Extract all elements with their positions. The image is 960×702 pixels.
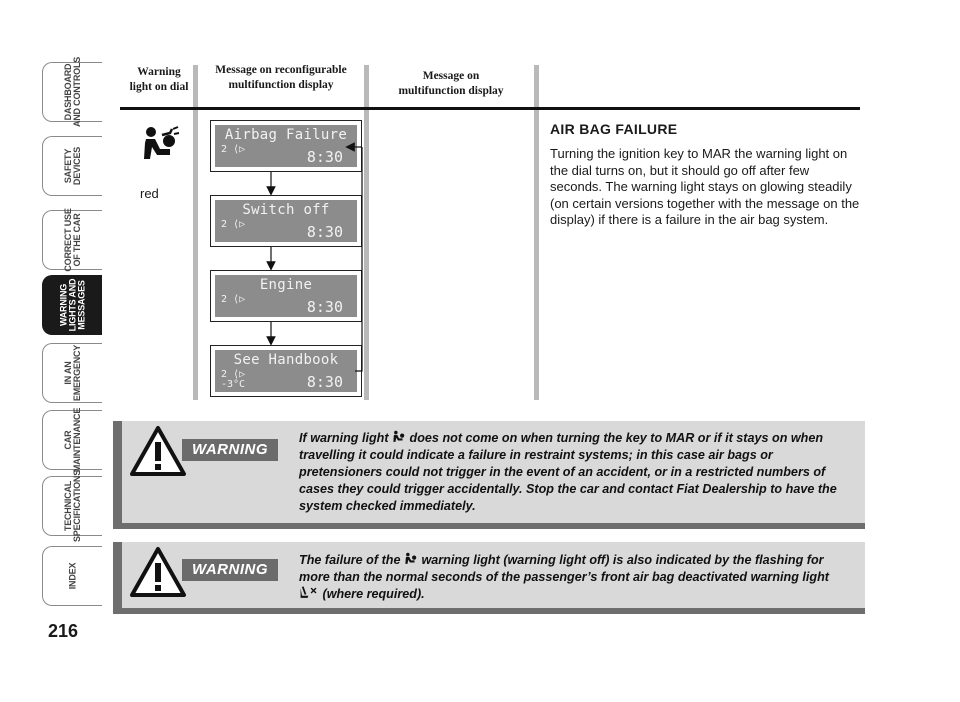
warning-triangle-icon xyxy=(129,425,187,477)
section-title: AIR BAG FAILURE xyxy=(550,121,678,137)
tab-label: SAFETY DEVICES xyxy=(62,146,82,186)
warning-light-color: red xyxy=(140,186,159,201)
tab-label: TECHNICAL SPECIFICATIONS xyxy=(62,469,82,543)
airbag-warning-icon xyxy=(404,552,418,566)
warning-badge: WARNING xyxy=(182,439,278,461)
display-odometer: 2 ⟨▷ xyxy=(221,369,246,380)
display-message: Engine xyxy=(259,277,313,293)
column-divider xyxy=(193,65,198,400)
display-sequence-arrows xyxy=(200,115,370,380)
header-rule xyxy=(120,107,860,110)
tab-in-an-emergency[interactable] xyxy=(42,343,102,403)
display-clock: 8:30 xyxy=(306,373,343,391)
section-body: Turning the ignition key to MAR the warning light on the dial turns on, but it should go off after few seconds. The warning light stays on glowing steadily (on certain versions together with the message on the display) if there is a failure in the air bag system. xyxy=(550,146,860,227)
column-header-warning-light: Warning light on dial xyxy=(129,66,189,93)
fuel-icon: ⟨▷ xyxy=(233,294,246,305)
display-odometer: 2 ⟨▷ xyxy=(221,144,246,155)
tab-label: CAR MAINTENANCE xyxy=(62,407,82,473)
warning-text: The failure of the warning light (warning light off) is also indicated by the flashing for more than the normal seconds of the passenger’s front air bag deactivated warning light (where required). xyxy=(299,553,829,601)
tab-warning-lights-and-messages[interactable] xyxy=(42,275,102,335)
fuel-icon: ⟨▷ xyxy=(233,219,246,230)
tab-car-maintenance[interactable] xyxy=(42,407,102,473)
tab-technical-specifications[interactable] xyxy=(42,469,102,543)
display-clock: 8:30 xyxy=(306,223,343,241)
column-divider xyxy=(534,65,539,400)
display-message: Airbag Failure xyxy=(224,127,348,143)
tab-label: DASHBOARD AND CONTROLS xyxy=(62,56,82,128)
warning-triangle-icon xyxy=(129,546,187,598)
tab-label: CORRECT USE OF THE CAR xyxy=(62,208,82,272)
tab-label: WARNING LIGHTS AND MESSAGES xyxy=(58,278,86,332)
display-clock: 8:30 xyxy=(306,148,343,166)
warning-badge: WARNING xyxy=(182,559,278,581)
passenger-airbag-off-icon xyxy=(299,586,319,600)
column-header-reconfigurable: Message on reconfigurable multifunction display xyxy=(215,64,347,91)
display-message: Switch off xyxy=(242,202,330,218)
tab-index[interactable] xyxy=(42,546,102,606)
fuel-icon: ⟨▷ xyxy=(233,144,246,155)
tab-label: INDEX xyxy=(67,562,77,590)
tab-correct-use[interactable] xyxy=(42,210,102,270)
warning-text: If warning light does not come on when turning the key to MAR or if it stays on when travelling it could indicate a failure in restraint systems; in this case air bags or pretensioners could not trigger in the event of an accident, or in a restricted numbers of cases they could trigger accidentally. Stop the car and contact Fiat Dealership to have the system checked immediately. xyxy=(299,431,837,513)
display-temperature: -3°C xyxy=(221,379,246,390)
fuel-icon: ⟨▷ xyxy=(233,369,246,380)
tab-safety-devices[interactable] xyxy=(42,136,102,196)
airbag-warning-icon xyxy=(392,430,406,444)
display-clock: 8:30 xyxy=(306,298,343,316)
display-odometer: 2 ⟨▷ xyxy=(221,219,246,230)
display-message: See Handbook xyxy=(233,352,339,368)
page-number: 216 xyxy=(48,621,79,641)
tab-label: IN AN EMERGENCY xyxy=(62,344,82,402)
display-odometer: 2 ⟨▷ xyxy=(221,294,246,305)
column-header-multifunction: Message on multifunction display xyxy=(398,70,504,97)
tab-dashboard-and-controls[interactable] xyxy=(42,56,102,128)
airbag-warning-icon xyxy=(140,125,180,165)
